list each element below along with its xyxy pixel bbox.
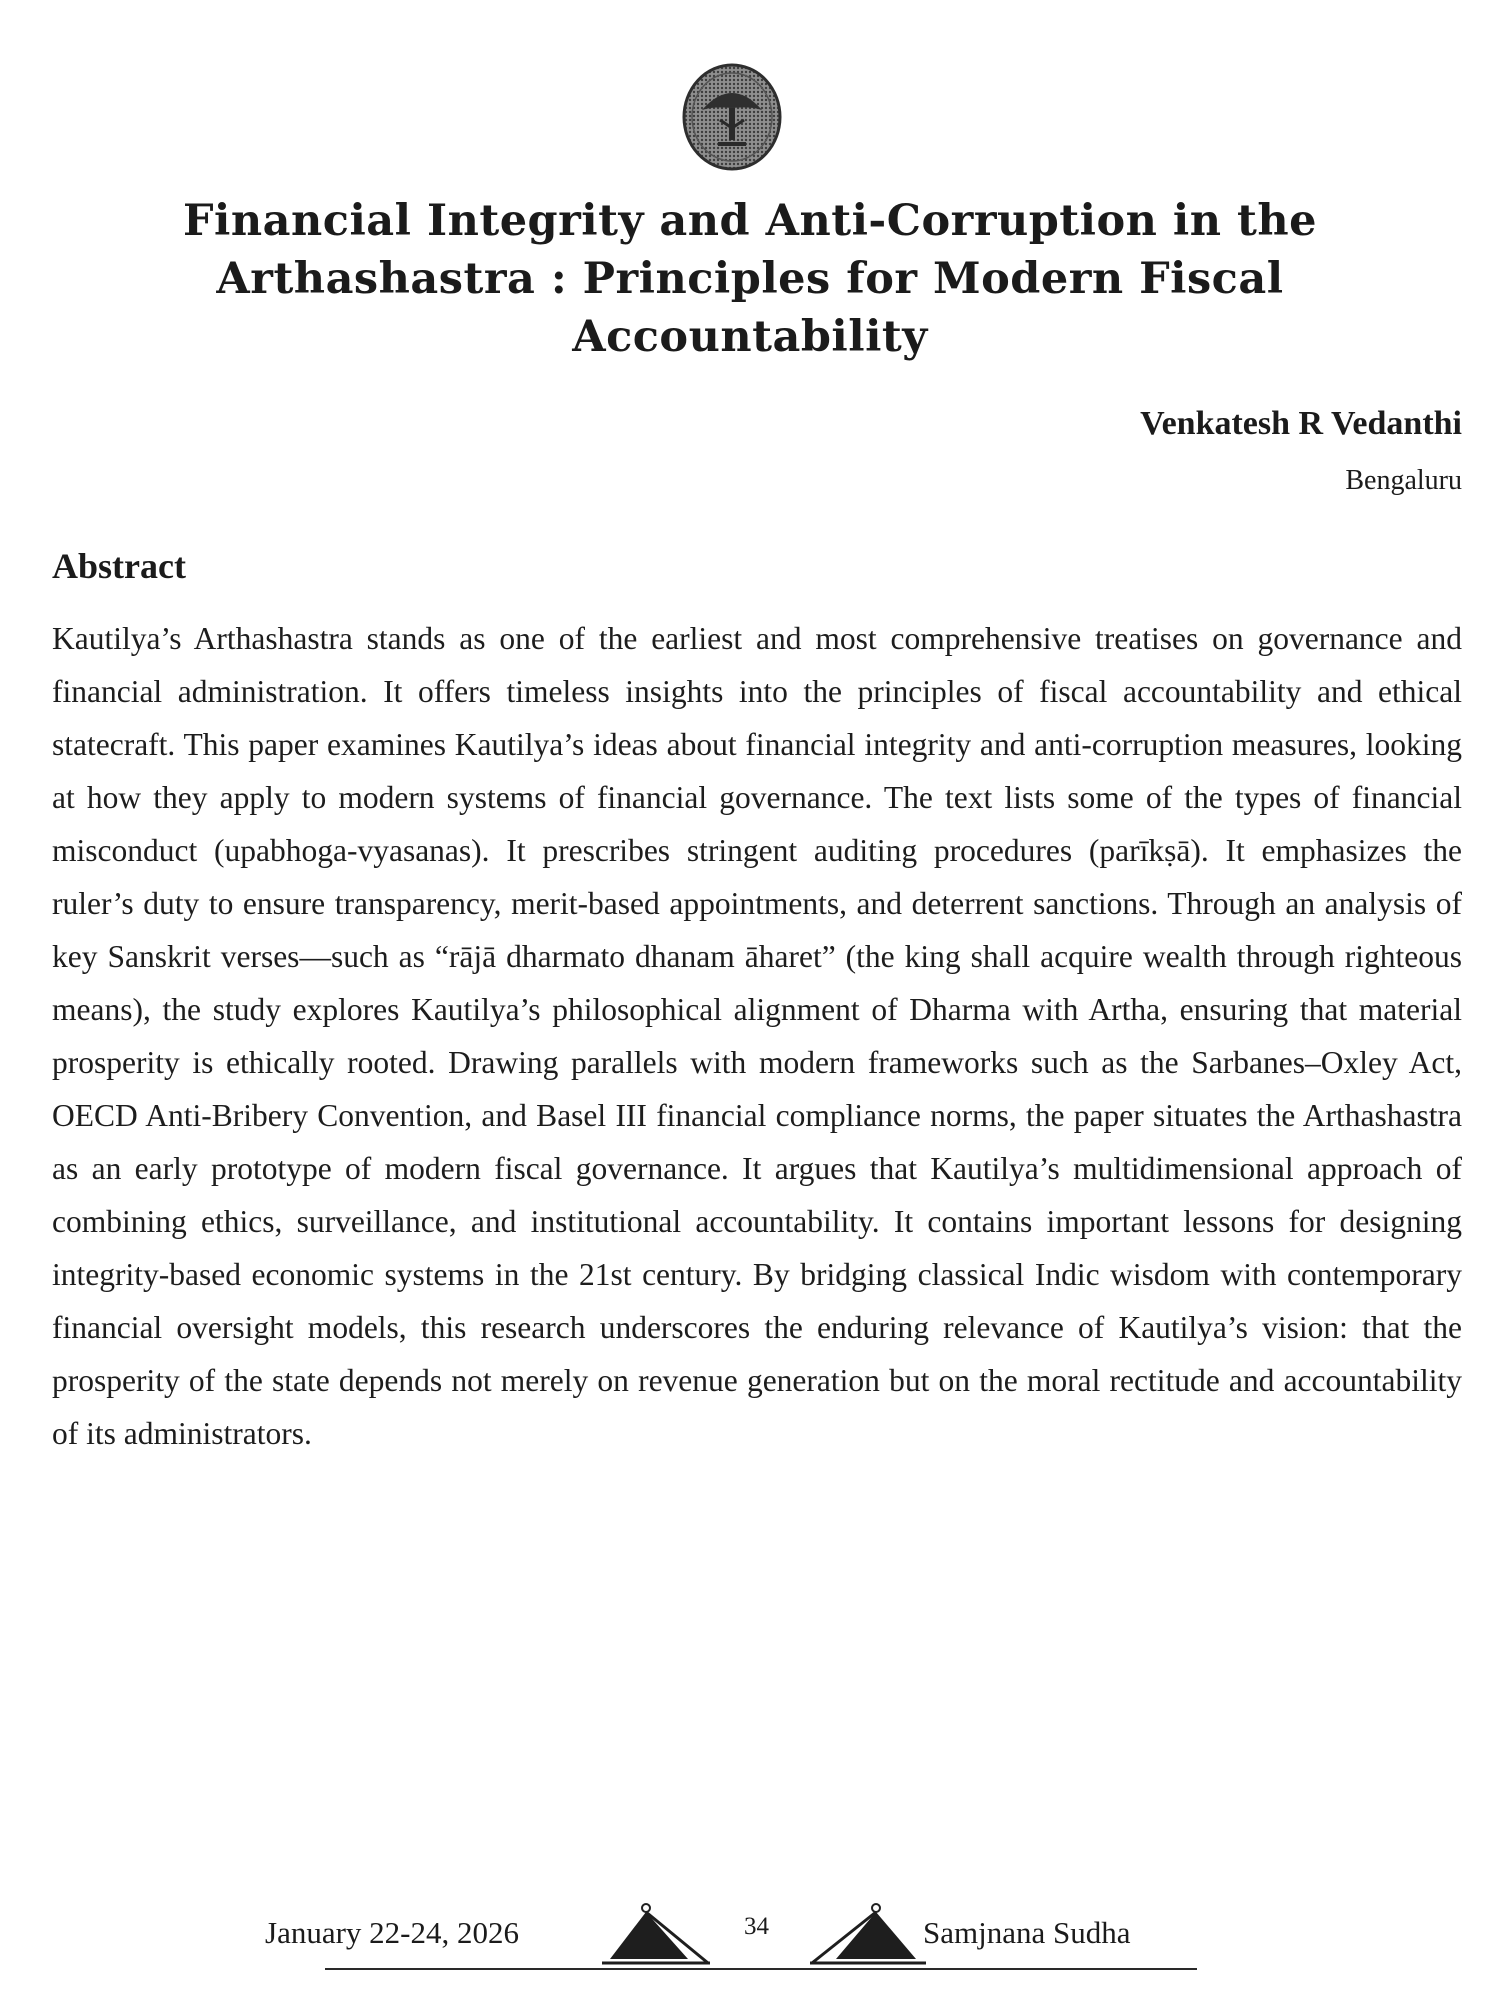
footer-page-number: 34	[744, 1913, 769, 1940]
author-name: Venkatesh R Vedanthi	[1140, 405, 1462, 442]
abstract-heading: Abstract	[52, 546, 186, 586]
triangle-ornament-icon	[808, 1901, 928, 1965]
footer-date: January 22-24, 2026	[265, 1915, 519, 1950]
triangle-ornament-icon	[598, 1901, 713, 1965]
tree-emblem-icon	[680, 62, 785, 172]
abstract-text: Kautilya’s Arthashastra stands as one of the earliest and most comprehensive treatises on governance and financial administration. It offers timeless insights into the principles of fiscal accountability and ethical statecraft. This paper examines Kautilya’s ideas about financial integrity and anti-corruption measures, looking at how they apply to modern systems of financial governance. The text lists some of the types of financial misconduct (upabhoga-vyasanas). It prescribes stringent auditing procedures (parīkṣā). It emphasizes the ruler’s duty to ensure transparency, merit-based appointments, and deterrent sanctions. Through an analysis of key Sanskrit verses—such as “rājā dharmato dhanam āharet” (the king shall acquire wealth through righteous means), the study explores Kautilya’s philosophical alignment of Dharma with Artha, ensuring that material prosperity is ethically rooted. Drawing parallels with modern frameworks such as the Sarbanes–Oxley Act, OECD Anti-Bribery Convention, and Basel III financial compliance norms, the paper situates the Arthashastra as an early prototype of modern fiscal governance. It argues that Kautilya’s multidimensional approach of combining ethics, surveillance, and institutional accountability. It contains important lessons for designing integrity-based economic systems in the 21st century. By bridging classical Indic wisdom with contemporary financial oversight models, this research underscores the enduring relevance of Kautilya’s vision: that the prosperity of the state depends not merely on revenue generation but on the moral rectitude and accountability of its administrators.	[52, 621, 1462, 1451]
footer-rule	[325, 1968, 1197, 1970]
paper-title: Financial Integrity and Anti-Corruption in the Arthashastra : Principles for Modern Fiscal Accountability	[183, 196, 1317, 362]
page-footer	[0, 1895, 1500, 1975]
footer-journal-name: Samjnana Sudha	[923, 1915, 1131, 1950]
author-affiliation: Bengaluru	[1345, 465, 1462, 496]
